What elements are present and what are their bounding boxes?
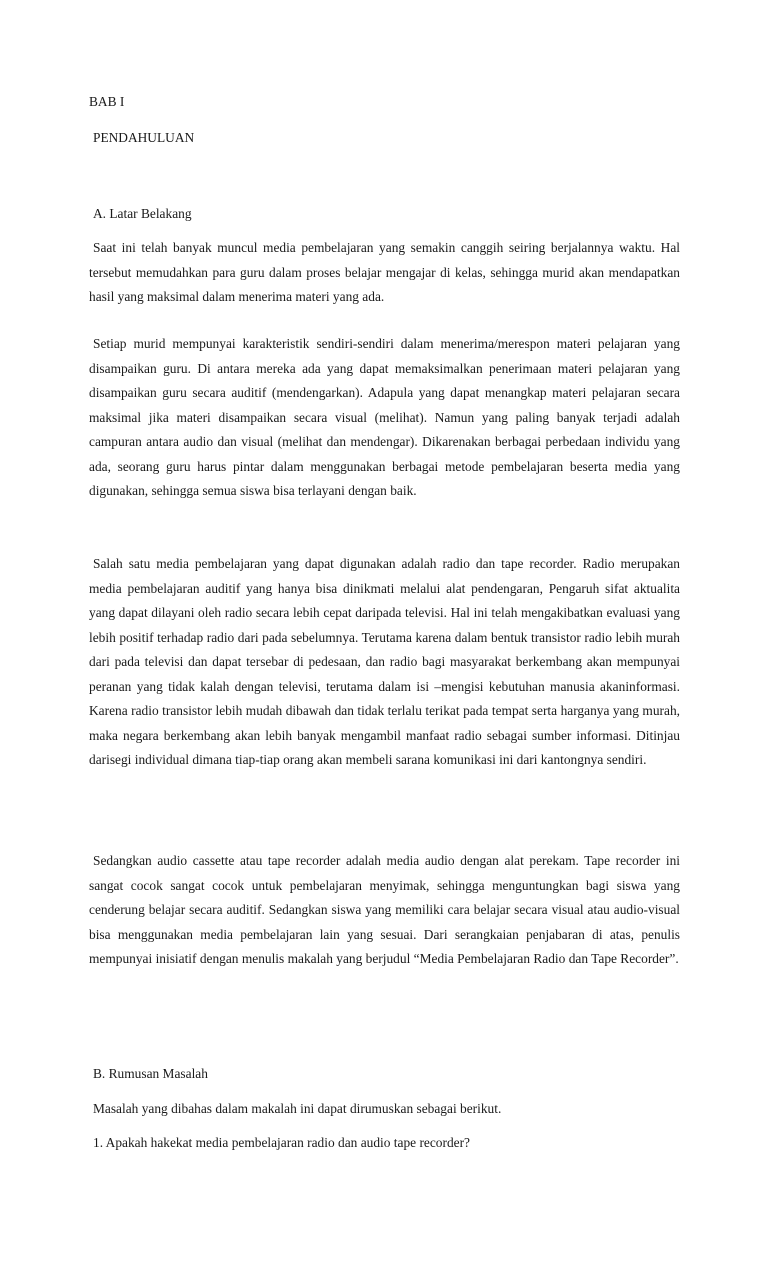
paragraph-2 [89,332,680,504]
chapter-title: PENDAHULUAN [93,130,195,145]
section-b-heading: B. Rumusan Masalah [93,1066,208,1081]
paragraph-3 [89,552,680,773]
section-a-heading: A. Latar Belakang [93,206,192,221]
paragraph-1 [89,236,680,310]
paragraph-4-text: Sedangkan audio cassette atau tape recorder adalah media audio dengan alat perekam. Tape recorder ini sangat cocok sangat cocok untuk pembelajaran menyimak, sehingga menguntungkan bagi siswa yang cenderung belajar secara auditif. Sedangkan siswa yang memiliki cara belajar secara visual atau audio-visual bisa menggunakan media pembelajaran lain yang sesuai. Dari serangkaian penjabaran di atas, penulis mempunyai inisiatif dengan menulis makalah yang berjudul “Media Pembelajaran Radio dan Tape Recorder”. [89,853,680,966]
paragraph-3-text: Salah satu media pembelajaran yang dapat digunakan adalah radio dan tape recorder. Radio merupakan media pembelajaran auditif yang hanya bisa dinikmati melalui alat pendengaran, Pengaruh sifat aktualita yang dapat dilayani oleh radio secara lebih cepat daripada televisi. Hal ini telah mengakibatkan evaluasi yang lebih positif terhadap radio dari pada sebelumnya. Terutama karena dalam bentuk transistor radio lebih murah dari pada televisi dan dapat tersebar di pedesaan, dan radio bagi masyarakat berkembang akan mempunyai peranan yang tidak kalah dengan televisi, terutama dalam isi –mengisi kebutuhan manusia akaninformasi. Karena radio transistor lebih mudah dibawah dan tidak terlalu terikat pada tempat serta harganya yang murah, maka negara berkembang akan lebih banyak mengambil manfaat radio sebagai sumber informasi. Ditinjau darisegi individual dimana tiap-tiap orang akan membeli sarana komunikasi ini dari kantongnya sendiri. [89,556,680,767]
chapter-number: BAB I [89,94,125,109]
list-item: 1. Apakah hakekat media pembelajaran radio dan audio tape recorder? [93,1135,470,1150]
paragraph-4 [89,849,680,972]
paragraph-1-text: Saat ini telah banyak muncul media pembelajaran yang semakin canggih seiring berjalannya waktu. Hal tersebut memudahkan para guru dalam proses belajar mengajar di kelas, sehingga murid akan mendapatkan hasil yang maksimal dalam menerima materi yang ada. [89,240,680,304]
paragraph-2-text: Setiap murid mempunyai karakteristik sendiri-sendiri dalam menerima/merespon materi pelajaran yang disampaikan guru. Di antara mereka ada yang dapat memaksimalkan penerimaan materi pelajaran yang disampaikan guru secara auditif (mendengarkan). Adapula yang dapat menangkap materi pelajaran secara maksimal jika materi disampaikan secara visual (melihat). Namun yang paling banyak terjadi adalah campuran antara audio dan visual (melihat dan mendengar). Dikarenakan berbagai perbedaan individu yang ada, seorang guru harus pintar dalam menggunakan berbagai metode pembelajaran beserta media yang digunakan, sehingga semua siswa bisa terlayani dengan baik. [89,336,680,498]
section-b-intro: Masalah yang dibahas dalam makalah ini dapat dirumuskan sebagai berikut. [93,1101,502,1116]
